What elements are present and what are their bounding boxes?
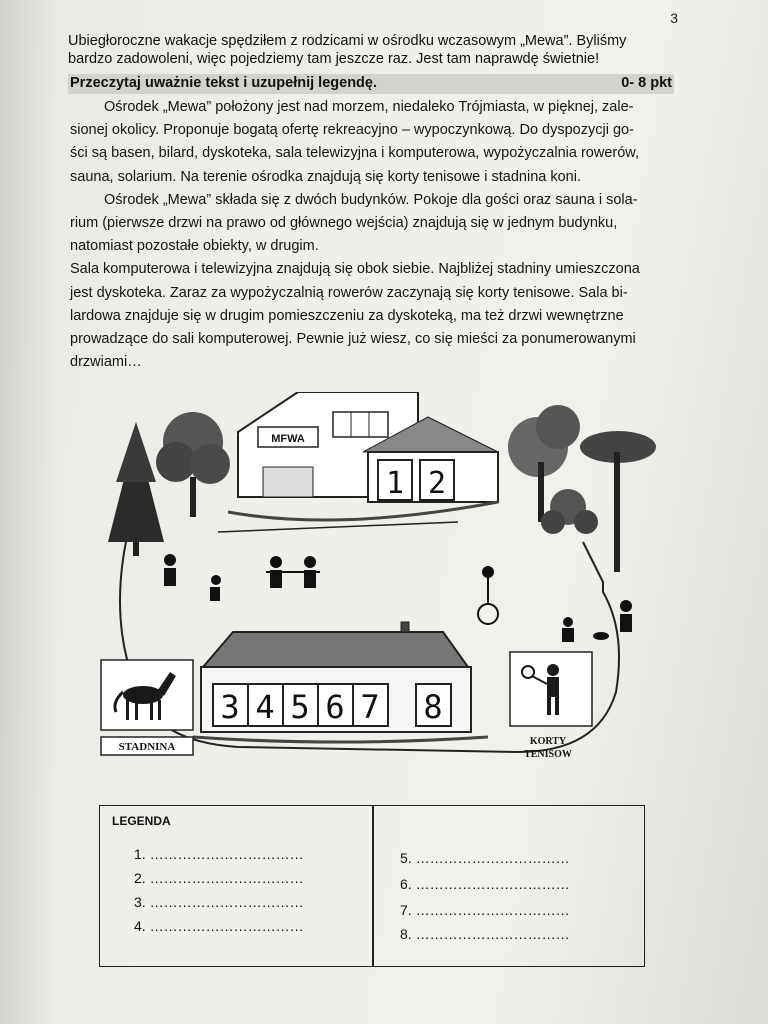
legend-item-1[interactable]: 1. ……………………………: [134, 846, 304, 862]
legend-item-7[interactable]: 7. ……………………………: [400, 902, 570, 918]
stable-box: [101, 660, 193, 755]
main-building: [228, 392, 498, 520]
courts-label: TENISOW: [524, 749, 572, 760]
leafy-tree-icon: [156, 412, 230, 517]
legend-item-3[interactable]: 3. ……………………………: [134, 894, 304, 910]
legend-item-4[interactable]: 4. ……………………………: [134, 918, 304, 934]
door-number: 4: [255, 688, 275, 726]
stable-label: STADNINA: [118, 741, 176, 753]
legend-box: [99, 805, 645, 967]
resort-illustration: [98, 392, 668, 764]
text-line: natomiast pozostałe obiekty, w drugim.: [70, 238, 319, 255]
palm-tree-icon: [580, 431, 656, 572]
text-line: jest dyskoteka. Zaraz za wypożyczalnią rowerów zaczynają się korty tenisowe. Sala bi-: [70, 284, 628, 301]
legend-title: LEGENDA: [112, 814, 171, 828]
text-line: drzwiami…: [70, 354, 142, 371]
text-line: Ośrodek „Mewa” składa się z dwóch budynków. Pokoje dla gości oraz sauna i sola-: [104, 191, 638, 208]
legend-item-8[interactable]: 8. ……………………………: [400, 926, 570, 942]
door-number: 8: [423, 688, 443, 726]
child-with-dog-icon: [562, 600, 632, 642]
courts-label: KORTY: [529, 736, 567, 747]
task-points: 0- 8 pkt: [621, 75, 672, 91]
door-number: 6: [325, 688, 345, 726]
door-number: 3: [220, 688, 240, 726]
text-line: sionej okolicy. Proponuje bogatą ofertę rekreacyjno – wypoczynkową. Do dyspozycji go-: [70, 122, 634, 139]
second-building: [193, 622, 488, 742]
legend-divider: [372, 806, 374, 966]
legend-item-2[interactable]: 2. ……………………………: [134, 870, 304, 886]
children-playing-icon: [164, 554, 320, 601]
page-number: 3: [670, 10, 678, 26]
cyclist-icon: [478, 567, 498, 624]
text-line: ści są basen, bilard, dyskoteka, sala telewizyjna i komputerowa, wypożyczalnia rowerów,: [70, 145, 639, 162]
building-sign: MFWA: [271, 433, 305, 445]
intro-line: bardzo zadowoleni, więc pojedziemy tam jeszcze raz. Jest tam naprawdę świetnie!: [68, 51, 600, 67]
text-line: lardowa znajduje się w drugim pomieszczeniu za dyskoteką, ma też drzwi wewnętrzne: [70, 307, 624, 324]
bush-icon: [541, 489, 598, 534]
intro-line: Ubiegłoroczne wakacje spędziłem z rodzicami w ośrodku wczasowym „Mewa”. Byliśmy: [68, 33, 627, 49]
text-line: Sala komputerowa i telewizyjna znajdują się obok siebie. Najbliżej stadniny umieszczona: [70, 261, 640, 278]
reading-text: [70, 96, 676, 374]
task-header: [68, 74, 674, 94]
pine-tree-icon: [108, 422, 164, 556]
tennis-courts-box: [510, 652, 592, 760]
text-line: Ośrodek „Mewa” położony jest nad morzem, niedaleko Trójmiasta, w pięknej, zale-: [104, 99, 634, 115]
legend-item-6[interactable]: 6. ……………………………: [400, 876, 570, 892]
text-line: sauna, solarium. Na terenie ośrodka znajdują się korty tenisowe i stadnina koni.: [70, 168, 581, 185]
task-instruction: Przeczytaj uważnie tekst i uzupełnij legendę.: [70, 75, 377, 91]
text-line: rium (pierwsze drzwi na prawo od głównego wejścia) znajdują się w jednym budynku,: [70, 215, 618, 232]
door-number: 7: [360, 688, 380, 726]
door-number: 5: [290, 688, 310, 726]
door-number: 2: [427, 466, 447, 501]
intro-text: [68, 32, 668, 68]
text-line: prowadzące do sali komputerowej. Pewnie już wiesz, co się mieści za ponumerowanymi: [70, 331, 636, 348]
door-number: 1: [385, 466, 405, 501]
legend-item-5[interactable]: 5. ……………………………: [400, 850, 570, 866]
